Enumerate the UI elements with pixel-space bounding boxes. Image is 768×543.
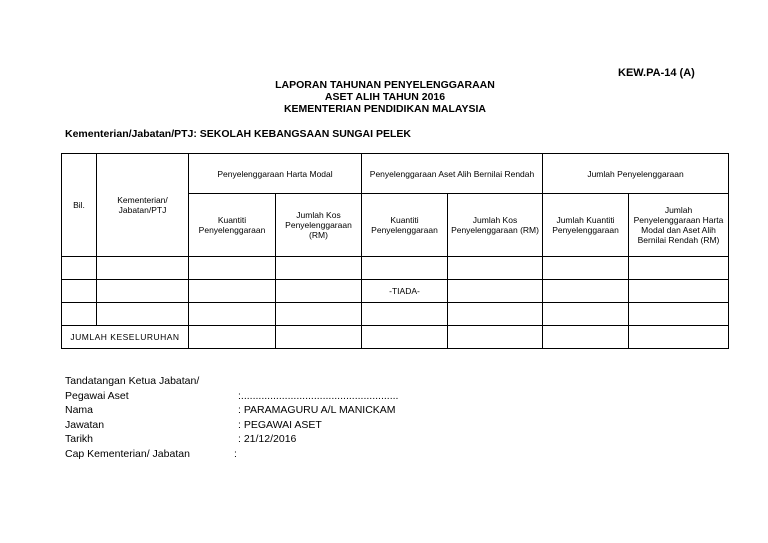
table-row <box>62 280 729 303</box>
table-cell <box>448 257 543 280</box>
tiada-cell: -TIADA- <box>362 280 448 303</box>
header-group-aset-alih: Penyelenggaraan Aset Alih Bernilai Rendah <box>362 154 543 194</box>
date-value: : 21/12/2016 <box>238 433 297 445</box>
header-row-groups <box>62 154 729 194</box>
signature-label-line-1: Tandatangan Ketua Jabatan/ <box>65 375 200 387</box>
stamp-value: : <box>234 447 237 460</box>
header-g3-qty: Jumlah Kuantiti Penyelenggaraan <box>543 194 629 257</box>
table-cell <box>629 303 729 326</box>
header-g3-cost: Jumlah Penyelenggaraan Harta Modal dan Aset Alih Bernilai Rendah (RM) <box>629 194 729 257</box>
table-cell <box>62 303 97 326</box>
table-cell <box>543 257 629 280</box>
header-ptj: Kementerian/ Jabatan/PTJ <box>97 154 189 257</box>
name-value: : PARAMAGURU A/L MANICKAM <box>238 404 396 416</box>
table-cell <box>448 280 543 303</box>
table-cell <box>276 257 362 280</box>
table-cell <box>62 280 97 303</box>
table-cell <box>189 326 276 349</box>
table-cell <box>97 257 189 280</box>
header-g1-cost: Jumlah Kos Penyelenggaraan (RM) <box>276 194 362 257</box>
table-cell <box>62 257 97 280</box>
signature-label-line-2: Pegawai Aset <box>65 389 129 402</box>
table-cell <box>276 326 362 349</box>
table-cell <box>189 280 276 303</box>
table-cell <box>629 257 729 280</box>
report-title-line-2: ASET ALIH TAHUN 2016 <box>324 91 446 103</box>
position-value: : PEGAWAI ASET <box>238 418 322 431</box>
table-cell <box>276 280 362 303</box>
report-title-line-1: LAPORAN TAHUNAN PENYELENGGARAAN <box>275 79 495 91</box>
table-cell <box>276 303 362 326</box>
table-cell <box>629 326 729 349</box>
header-g1-qty: Kuantiti Penyelenggaraan <box>189 194 276 257</box>
position-label: Jawatan <box>65 418 105 431</box>
header-group-jumlah: Jumlah Penyelenggaraan <box>543 154 729 194</box>
table-cell <box>543 280 629 303</box>
table-cell <box>97 280 189 303</box>
header-group-harta-modal: Penyelenggaraan Harta Modal <box>189 154 362 194</box>
ministry-line: Kementerian/Jabatan/PTJ: SEKOLAH KEBANGSAAN SUNGAI PELEK <box>65 128 411 140</box>
name-label: Nama <box>65 404 94 416</box>
header-bil: Bil. <box>62 154 97 257</box>
table-cell <box>189 257 276 280</box>
table-cell <box>189 303 276 326</box>
table-row <box>62 257 729 280</box>
maintenance-report-table <box>61 153 729 349</box>
report-title-line-3: KEMENTERIAN PENDIDIKAN MALAYSIA <box>283 103 487 115</box>
table-cell <box>543 326 629 349</box>
table-cell <box>543 303 629 326</box>
table-cell <box>362 303 448 326</box>
table-cell <box>97 303 189 326</box>
total-row <box>62 326 729 349</box>
table-cell <box>362 257 448 280</box>
signature-line: :...................................................... <box>238 389 399 402</box>
date-label: Tarikh <box>65 433 94 445</box>
stamp-label: Cap Kementerian/ Jabatan <box>65 447 190 460</box>
table-cell <box>362 326 448 349</box>
table-cell <box>448 303 543 326</box>
form-code: KEW.PA-14 (A) <box>618 67 695 79</box>
header-g2-cost: Jumlah Kos Penyelenggaraan (RM) <box>448 194 543 257</box>
total-label: JUMLAH KESELURUHAN <box>62 326 189 349</box>
table-cell <box>629 280 729 303</box>
table-row <box>62 303 729 326</box>
header-g2-qty: Kuantiti Penyelenggaraan <box>362 194 448 257</box>
report-title <box>170 79 600 115</box>
table-cell <box>448 326 543 349</box>
